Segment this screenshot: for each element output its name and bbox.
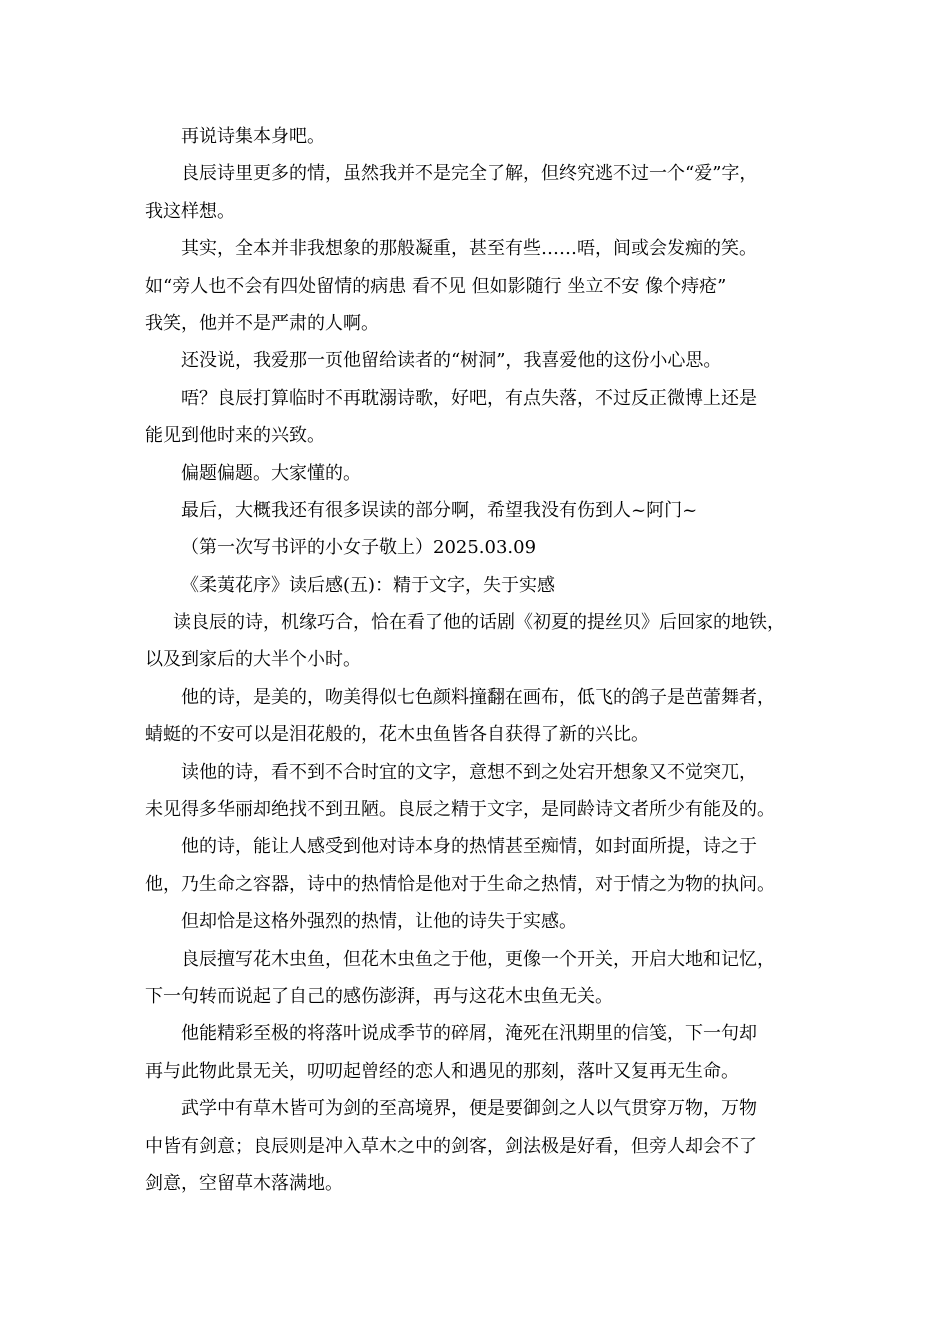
paragraph-line: 但却恰是这格外强烈的热情，让他的诗失于实感。 xyxy=(181,911,577,933)
paragraph-line: 读良辰的诗，机缘巧合，恰在看了他的话剧《初夏的提丝贝》后回家的地铁， xyxy=(173,612,785,634)
paragraph-line: 如“旁人也不会有四处留情的病患 看不见 但如影随行 坐立不安 像个痔疮” xyxy=(145,275,727,297)
paragraph-line: 我笑，他并不是严肃的人啊。 xyxy=(145,312,379,334)
signature-line: （第一次写书评的小女子敬上）2025.03.09 xyxy=(181,537,537,559)
paragraph-line: 再说诗集本身吧。 xyxy=(181,126,325,147)
body-text xyxy=(145,118,825,1202)
paragraph-line: 中皆有剑意；良辰则是冲入草木之中的剑客，剑法极是好看，但旁人却会不了 xyxy=(145,1135,757,1157)
paragraph-line: 偏题偏题。大家懂的。 xyxy=(181,462,361,484)
paragraph-line: 其实，全本并非我想象的那般凝重，甚至有些……唔，间或会发痴的笑。 xyxy=(181,238,757,260)
section-title: 《柔荑花序》读后感(五)：精于文字，失于实感 xyxy=(181,574,556,596)
paragraph-line: 他的诗，是美的，吻美得似七色颜料撞翻在画布，低飞的鸽子是芭蕾舞者， xyxy=(181,686,775,708)
paragraph-line: 我这样想。 xyxy=(145,200,235,222)
paragraph-line: 下一句转而说起了自己的感伤澎湃，再与这花木虫鱼无关。 xyxy=(145,985,613,1007)
paragraph-line: 良辰诗里更多的情，虽然我并不是完全了解，但终究逃不过一个“爱”字， xyxy=(181,163,758,185)
paragraph-line: 剑意，空留草木落满地。 xyxy=(145,1172,343,1194)
paragraph-line: 武学中有草木皆可为剑的至高境界，便是要御剑之人以气贯穿万物，万物 xyxy=(181,1098,757,1120)
paragraph-line: 以及到家后的大半个小时。 xyxy=(145,649,361,671)
paragraph-line: 最后，大概我还有很多误读的部分啊，希望我没有伤到人~阿门~ xyxy=(181,499,698,521)
paragraph-line: 他的诗，能让人感受到他对诗本身的热情甚至痴情，如封面所提，诗之于 xyxy=(181,836,757,858)
paragraph-line: 再与此物此景无关，叨叨起曾经的恋人和遇见的那刻，落叶又复再无生命。 xyxy=(145,1060,739,1082)
paragraph-line: 未见得多华丽却绝找不到丑陋。良辰之精于文字，是同龄诗文者所少有能及的。 xyxy=(145,799,775,821)
paragraph-line: 蜻蜓的不安可以是泪花般的，花木虫鱼皆各自获得了新的兴比。 xyxy=(145,724,649,746)
paragraph-line: 唔？良辰打算临时不再耽溺诗歌，好吧，有点失落，不过反正微博上还是 xyxy=(181,387,757,409)
paragraph-line: 良辰擅写花木虫鱼，但花木虫鱼之于他，更像一个开关，开启大地和记忆， xyxy=(181,948,775,970)
paragraph-line: 他，乃生命之容器，诗中的热情恰是他对于生命之热情，对于情之为物的执问。 xyxy=(145,873,775,895)
paragraph-line: 他能精彩至极的将落叶说成季节的碎屑，淹死在汛期里的信笺，下一句却 xyxy=(181,1023,757,1045)
paragraph-line: 还没说，我爱那一页他留给读者的“树洞”，我喜爱他的这份小心思。 xyxy=(181,350,722,372)
paragraph-line: 读他的诗，看不到不合时宜的文字，意想不到之处宕开想象又不觉突兀， xyxy=(181,761,757,783)
paragraph-line: 能见到他时来的兴致。 xyxy=(145,425,325,447)
